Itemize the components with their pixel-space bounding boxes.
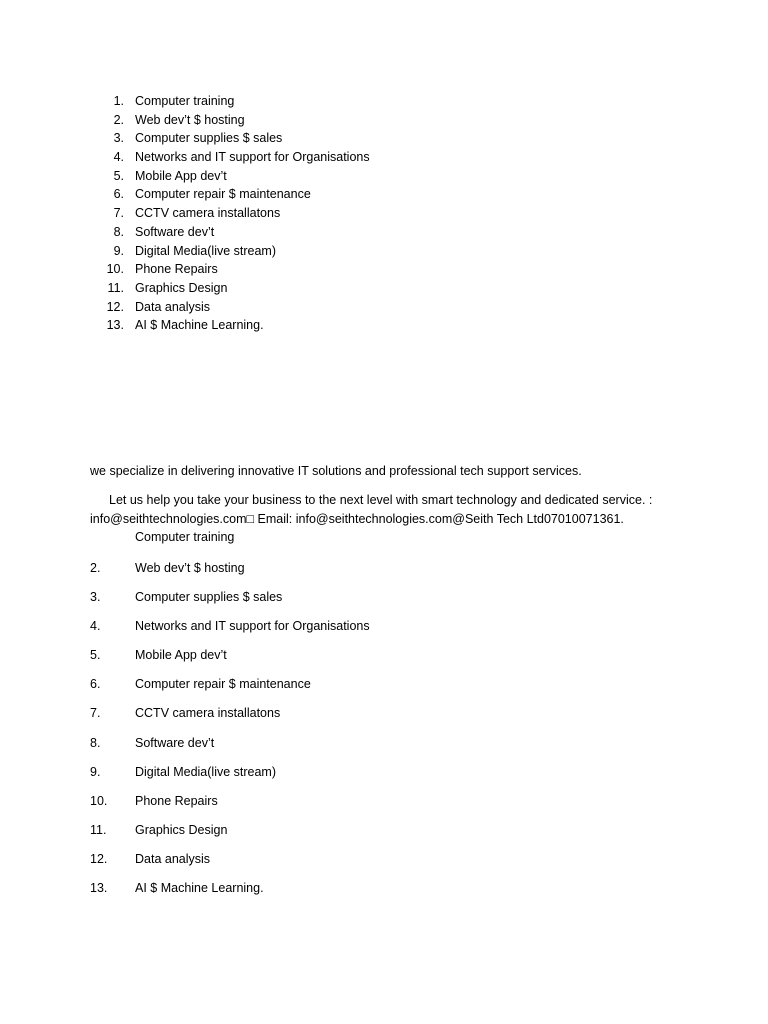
list-item	[0, 558, 768, 587]
list-item-number: 6.	[113, 187, 124, 202]
list-item-number: 13.	[106, 318, 124, 333]
services-list-wide	[0, 558, 768, 907]
list-item-number: 1.	[113, 94, 124, 108]
list-item-text: Computer supplies $ sales	[135, 131, 283, 146]
list-item-text: Data analysis	[135, 299, 211, 314]
list-item-text: Digital Media(live stream)	[135, 764, 277, 779]
list-item-number: 8.	[90, 735, 101, 750]
list-item-text: Software dev’t	[135, 735, 215, 750]
list-item-text: Mobile App dev’t	[135, 168, 227, 183]
list-item-text: Web dev’t $ hosting	[135, 112, 245, 127]
list-item-number: 12.	[90, 851, 108, 866]
list-item-text: CCTV camera installatons	[135, 706, 281, 721]
list-item	[0, 111, 768, 130]
list-item	[0, 733, 768, 762]
list-item-number: 11.	[90, 822, 107, 837]
list-item-number: 4.	[113, 150, 124, 165]
list-item-text: Computer supplies $ sales	[135, 590, 283, 605]
list-item	[0, 260, 768, 279]
list-item-number: 3.	[90, 590, 101, 605]
list-item-text: Networks and IT support for Organisations	[135, 150, 370, 165]
list-item	[0, 878, 768, 907]
list-item	[0, 204, 768, 223]
list-item-text: Digital Media(live stream)	[135, 243, 277, 258]
list-item-number: 5.	[113, 168, 124, 183]
list-item	[0, 92, 768, 111]
contact-paragraph-line-2: info@seithtechnologies.com□ Email: info@seithtechnologies.com@Seith Tech Ltd07010071361.	[90, 511, 624, 526]
list-item	[0, 674, 768, 703]
list-item-number: 7.	[90, 706, 101, 721]
list-item-text: Graphics Design	[135, 280, 228, 295]
list-item-text: CCTV camera installatons	[135, 206, 281, 221]
list-item-number: 4.	[90, 619, 101, 634]
list-item-number: 6.	[90, 677, 101, 692]
list-item-text: Computer repair $ maintenance	[135, 677, 311, 692]
list-item	[0, 242, 768, 261]
list-item-number: 10.	[106, 262, 124, 277]
list-item	[0, 129, 768, 148]
contact-paragraph-line-1: Let us help you take your business to the next level with smart technology and dedicated service. :	[109, 493, 653, 507]
list-item-text: AI $ Machine Learning.	[135, 318, 264, 333]
list-item-text: Mobile App dev’t	[135, 648, 227, 663]
list-item-text: Computer repair $ maintenance	[135, 187, 311, 202]
list-item	[0, 616, 768, 645]
list-item-number: 7.	[113, 206, 124, 221]
list-item	[0, 791, 768, 820]
list-item	[0, 820, 768, 849]
list-item	[0, 703, 768, 732]
list-item	[0, 316, 768, 335]
list-item-text: Networks and IT support for Organisations	[135, 619, 370, 634]
list-item-unnumbered: Computer training	[135, 530, 235, 544]
list-item-text: Web dev’t $ hosting	[135, 561, 245, 575]
list-item	[0, 279, 768, 298]
list-item-number: 12.	[106, 299, 124, 314]
list-item-text: Computer training	[135, 94, 235, 108]
list-item-number: 10.	[90, 793, 108, 808]
list-item-number: 2.	[113, 112, 124, 127]
list-item	[0, 223, 768, 242]
list-item-text: Graphics Design	[135, 822, 228, 837]
list-item-text: AI $ Machine Learning.	[135, 881, 264, 896]
list-item-text: Phone Repairs	[135, 793, 218, 808]
list-item-text: Software dev’t	[135, 224, 215, 239]
list-item	[0, 587, 768, 616]
list-item	[0, 148, 768, 167]
list-item-number: 3.	[113, 131, 124, 146]
services-list-compact	[0, 92, 768, 335]
list-item-number: 2.	[90, 561, 101, 575]
list-item-number: 11.	[107, 280, 124, 295]
list-item	[0, 849, 768, 878]
list-item-text: Data analysis	[135, 851, 211, 866]
list-item-number: 13.	[90, 881, 108, 896]
list-item	[0, 167, 768, 186]
list-item-number: 9.	[113, 243, 124, 258]
list-item-number: 8.	[113, 224, 124, 239]
list-item-number: 5.	[90, 648, 101, 663]
list-item	[0, 185, 768, 204]
list-item-number: 9.	[90, 764, 101, 779]
intro-paragraph: we specialize in delivering innovative IT solutions and professional tech support services.	[90, 464, 582, 478]
list-item	[0, 762, 768, 791]
contact-paragraph	[90, 491, 680, 528]
list-item	[0, 298, 768, 317]
list-item-text: Phone Repairs	[135, 262, 218, 277]
list-item	[0, 645, 768, 674]
